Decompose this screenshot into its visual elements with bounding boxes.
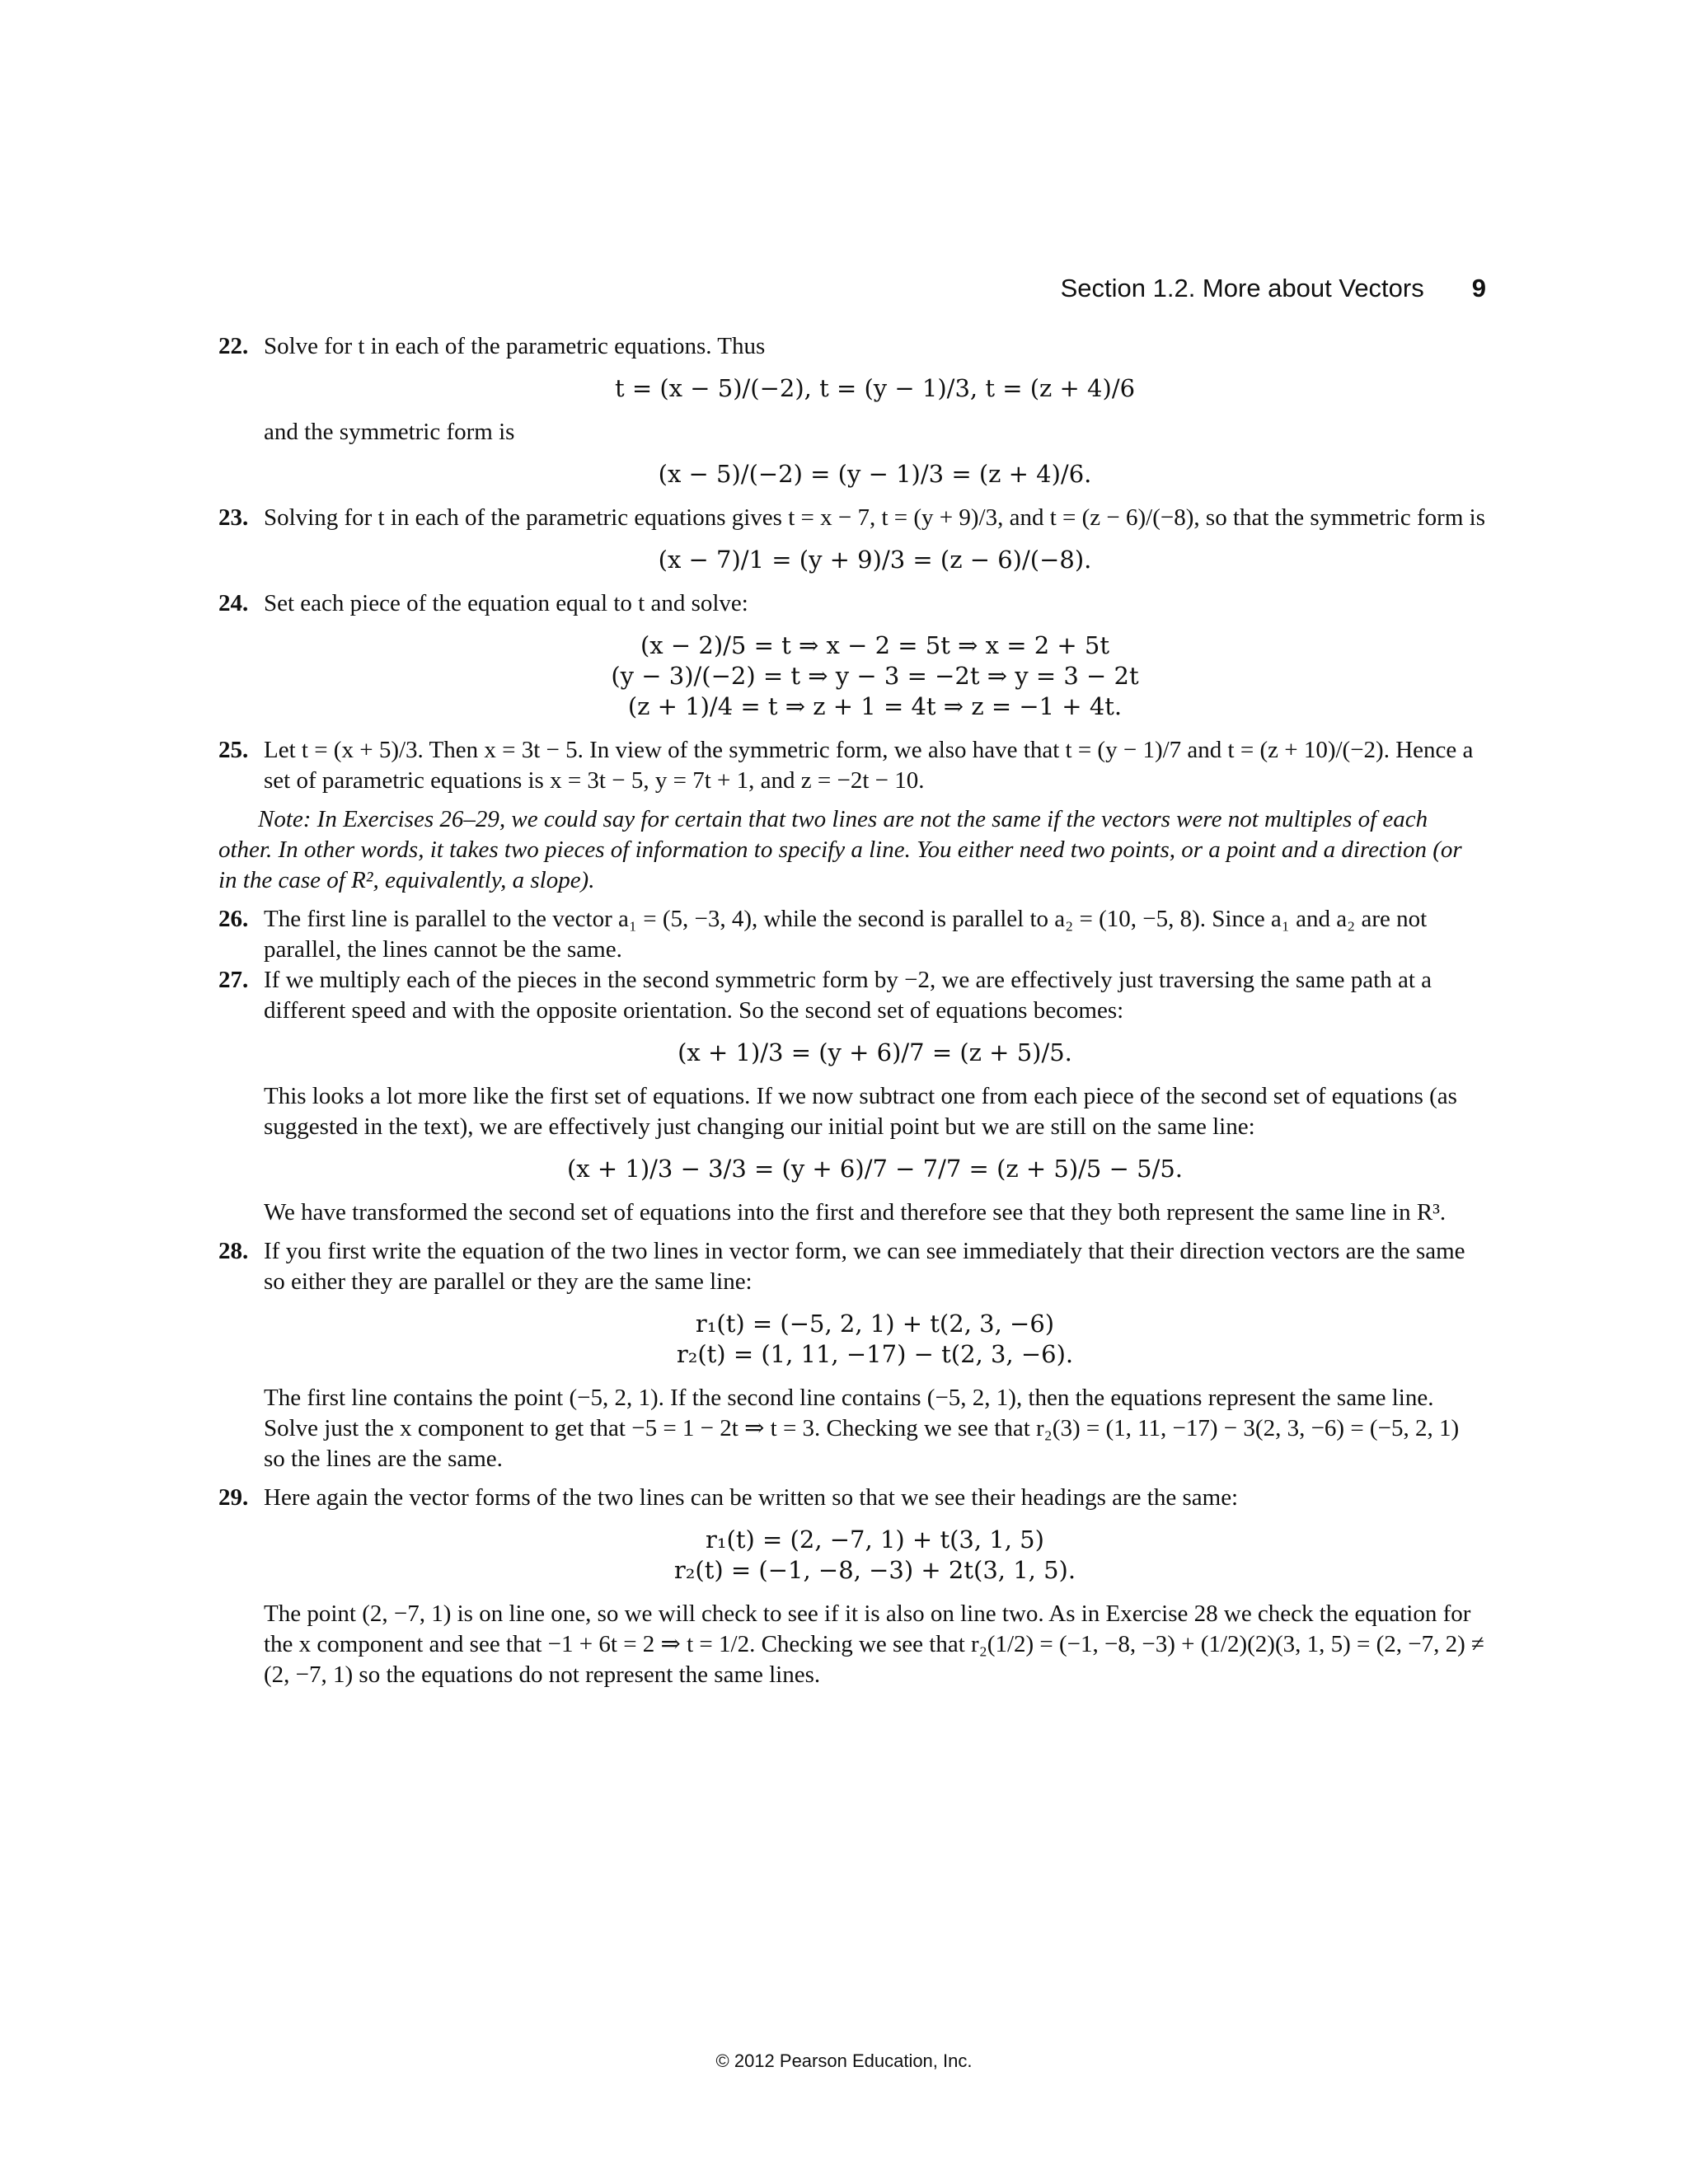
exercise-text: We have transformed the second set of equations into the first and therefore see that they both represent the same line in R³. <box>264 1199 1447 1226</box>
exercise-24 <box>218 588 1486 722</box>
note-paragraph: Note: In Exercises 26–29, we could say for certain that two lines are not the same if the vectors were not multiples of each other. In other words, it takes two pieces of information to specify a line. You either need two points, or a point and a direction (or in the case of R², equivalently, a slope). <box>218 806 1462 893</box>
exercise-29 <box>218 1483 1486 1690</box>
page-content <box>218 331 1486 1690</box>
exercise-text: Here again the vector forms of the two lines can be written so that we see their headings are the same: <box>264 1484 1239 1511</box>
display-equation: r₁(t) = (2, −7, 1) + t(3, 1, 5) <box>706 1526 1044 1554</box>
equation-system <box>264 1309 1486 1370</box>
exercise-number: 24. <box>218 590 249 616</box>
page-number: 9 <box>1471 274 1486 302</box>
exercise-number: 23. <box>218 504 249 531</box>
display-equation: r₁(t) = (−5, 2, 1) + t(2, 3, −6) <box>695 1310 1055 1338</box>
display-equation: t = (x − 5)/(−2), t = (y − 1)/3, t = (z + 4)/6 <box>614 374 1136 402</box>
exercise-text: If you first write the equation of the two lines in vector form, we can see immediately that their direction vectors are the same so either they are parallel or they are the same line: <box>264 1238 1465 1295</box>
exercise-number: 28. <box>218 1238 249 1264</box>
exercise-text: Solving for t in each of the parametric equations gives t = x − 7, t = (y + 9)/3, and t = (z − 6)/(−8), so that the symmetric form is <box>264 504 1485 531</box>
exercise-text: If we multiply each of the pieces in the second symmetric form by −2, we are effectively just traversing the same path at a different speed and with the opposite orientation. So the second set of equations becomes: <box>264 967 1432 1024</box>
exercise-text: and the symmetric form is <box>264 419 515 445</box>
exercise-28 <box>218 1236 1486 1474</box>
running-header <box>1061 274 1486 303</box>
exercise-text: The point (2, −7, 1) is on line one, so we will check to see if it is also on line two. As in Exercise 28 we check the equation for the x component and see that −1 + 6t = 2 ⇒ t = 1/2. Checking we see that r₂(1/2) = (−1, −8, −3) + (1/2)(2)(3, 1, 5) = (2, −7, 2) ≠ (2, −7, 1) so the equations do not represent the same lines. <box>264 1601 1484 1688</box>
section-title: Section 1.2. More about Vectors <box>1060 274 1424 302</box>
display-equation: (x − 2)/5 = t ⇒ x − 2 = 5t ⇒ x = 2 + 5t <box>640 631 1109 659</box>
display-equation: (x − 7)/1 = (y + 9)/3 = (z − 6)/(−8). <box>658 546 1092 574</box>
exercise-23 <box>218 503 1486 575</box>
exercise-number: 27. <box>218 967 249 993</box>
equation-system <box>264 630 1486 722</box>
equation-system <box>264 1525 1486 1586</box>
exercise-text: Let t = (x + 5)/3. Then x = 3t − 5. In view of the symmetric form, we also have that t = (y − 1)/7 and t = (z + 10)/(−2). Hence a set of parametric equations is x = 3t − 5, y = 7t + 1, and z = −2t − 10. <box>264 737 1474 794</box>
display-equation: (y − 3)/(−2) = t ⇒ y − 3 = −2t ⇒ y = 3 − 2t <box>611 662 1139 690</box>
display-equation: (x + 1)/3 − 3/3 = (y + 6)/7 − 7/7 = (z + 5)/5 − 5/5. <box>566 1155 1184 1183</box>
exercise-text: The first line contains the point (−5, 2, 1). If the second line contains (−5, 2, 1), then the equations represent the same line. Solve just the x component to get that −5 = 1 − 2t ⇒ t = 3. Checking we see that r₂(3) = (1, 11, −17) − 3(2, 3, −6) = (−5, 2, 1) so the lines are the same. <box>264 1385 1460 1472</box>
display-equation: (x − 5)/(−2) = (y − 1)/3 = (z + 4)/6. <box>658 460 1092 488</box>
exercise-number: 26. <box>218 906 249 932</box>
exercise-number: 25. <box>218 737 249 763</box>
exercise-text: Solve for t in each of the parametric equations. Thus <box>264 333 766 359</box>
display-equation: (x + 1)/3 = (y + 6)/7 = (z + 5)/5. <box>678 1038 1072 1066</box>
exercise-text: The first line is parallel to the vector a₁ = (5, −3, 4), while the second is parallel to a₂ = (10, −5, 8). Since a₁ and a₂ are not parallel, the lines cannot be the same. <box>264 906 1428 963</box>
exercise-25 <box>218 735 1486 796</box>
exercise-26 <box>218 904 1486 965</box>
display-equation: (z + 1)/4 = t ⇒ z + 1 = 4t ⇒ z = −1 + 4t. <box>627 692 1123 720</box>
display-equation: r₂(t) = (−1, −8, −3) + 2t(3, 1, 5). <box>673 1556 1076 1584</box>
copyright-footer: © 2012 Pearson Education, Inc. <box>715 2050 973 2071</box>
exercise-27 <box>218 965 1486 1228</box>
exercise-number: 29. <box>218 1484 249 1511</box>
exercise-text: Set each piece of the equation equal to t and solve: <box>264 590 748 616</box>
exercise-text: This looks a lot more like the first set of equations. If we now subtract one from each piece of the second set of equations (as suggested in the text), we are effectively just changing our initial point but we are still on the same line: <box>264 1083 1457 1140</box>
display-equation: r₂(t) = (1, 11, −17) − t(2, 3, −6). <box>676 1340 1074 1368</box>
exercise-number: 22. <box>218 333 249 359</box>
exercise-22 <box>218 331 1486 490</box>
